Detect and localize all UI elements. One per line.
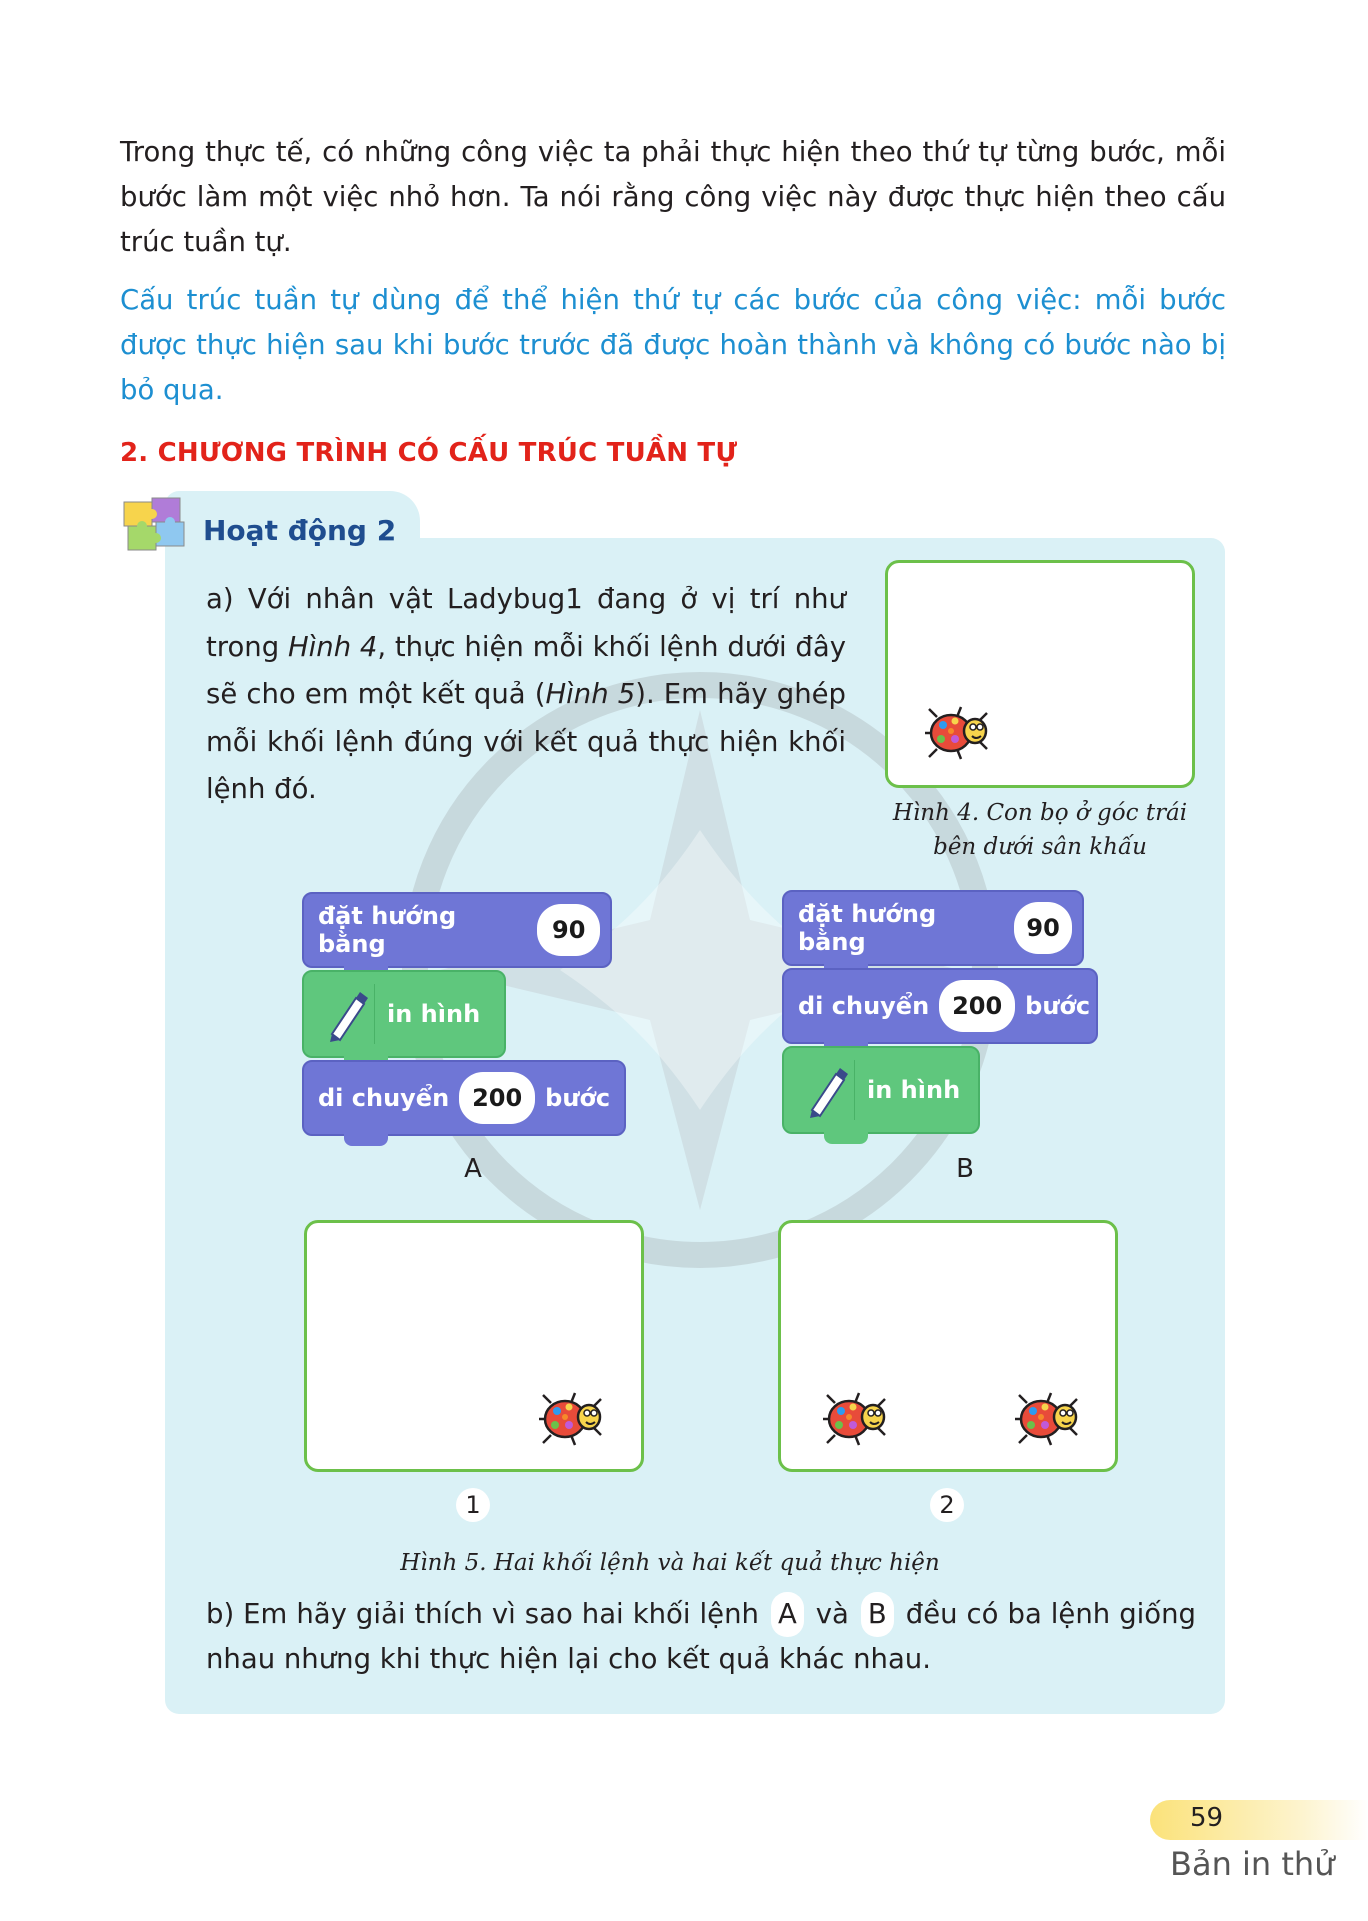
part-b-text: b) Em hãy giải thích vì sao hai khối lệnh A và B đều có ba lệnh giống nhau nhưng khi thực hiện lại cho kết quả khác nhau.	[206, 1592, 1196, 1682]
direction-value[interactable]: 90	[1014, 902, 1072, 954]
result-2-label: 2	[930, 1488, 964, 1522]
puzzle-icon	[120, 492, 192, 560]
direction-value[interactable]: 90	[537, 904, 600, 956]
code-block-b[interactable]	[782, 890, 1102, 1150]
set-direction-block[interactable]: đặt hướng bằng 90	[782, 890, 1084, 966]
move-steps-block[interactable]: di chuyển 200 bước	[302, 1060, 626, 1136]
part-a-text: a) Với nhân vật Ladybug1 đang ở vị trí như trong Hình 4, thực hiện mỗi khối lệnh dưới đây sẽ cho em một kết quả (Hình 5). Em hãy ghép mỗi khối lệnh đúng với kết quả thực hiện khối lệnh đó.	[206, 583, 846, 805]
ladybug-icon	[821, 1385, 889, 1449]
figure-5-reference: Hình 5	[545, 678, 636, 710]
page-number: 59	[1190, 1803, 1224, 1833]
block-b-chip: B	[861, 1592, 894, 1637]
figure-4-stage	[885, 560, 1195, 788]
figure-4-reference: Hình 4	[287, 630, 378, 663]
steps-value[interactable]: 200	[459, 1072, 535, 1124]
ladybug-icon	[923, 699, 991, 763]
page-number-bar	[1150, 1800, 1368, 1840]
move-steps-block[interactable]: di chuyển 200 bước	[782, 968, 1098, 1044]
intro-paragraph: Trong thực tế, có những công việc ta phải thực hiện theo thứ tự từng bước, mỗi bước làm một việc nhỏ hơn. Ta nói rằng công việc này được thực hiện theo cấu trúc tuần tự.	[120, 136, 1226, 258]
section-heading: 2. CHƯƠNG TRÌNH CÓ CẤU TRÚC TUẦN TỰ	[120, 438, 738, 468]
figure-4-caption: Hình 4. Con bọ ở góc trái bên dưới sân khấu	[892, 800, 1188, 860]
pen-stamp-block[interactable]: in hình	[782, 1046, 980, 1134]
result-1-label: 1	[456, 1488, 490, 1522]
ladybug-icon	[537, 1385, 605, 1449]
pen-icon	[798, 1060, 855, 1120]
result-stage-1	[304, 1220, 644, 1472]
block-b-label: B	[956, 1154, 974, 1184]
print-note: Bản in thử	[1170, 1845, 1335, 1883]
code-block-a[interactable]	[302, 892, 642, 1152]
ladybug-icon	[1013, 1385, 1081, 1449]
set-direction-block[interactable]: đặt hướng bằng 90	[302, 892, 612, 968]
pen-icon	[318, 984, 375, 1044]
block-a-chip: A	[771, 1592, 804, 1637]
result-stage-2	[778, 1220, 1118, 1472]
figure-5-caption: Hình 5. Hai khối lệnh và hai kết quả thực hiện	[400, 1550, 940, 1576]
pen-stamp-block[interactable]: in hình	[302, 970, 506, 1058]
steps-value[interactable]: 200	[939, 980, 1015, 1032]
definition-paragraph: Cấu trúc tuần tự dùng để thể hiện thứ tự các bước của công việc: mỗi bước được thực hiện sau khi bước trước đã được hoàn thành và không có bước nào bị bỏ qua.	[120, 284, 1226, 406]
activity-title: Hoạt động 2	[203, 514, 397, 547]
block-a-label: A	[464, 1154, 482, 1184]
